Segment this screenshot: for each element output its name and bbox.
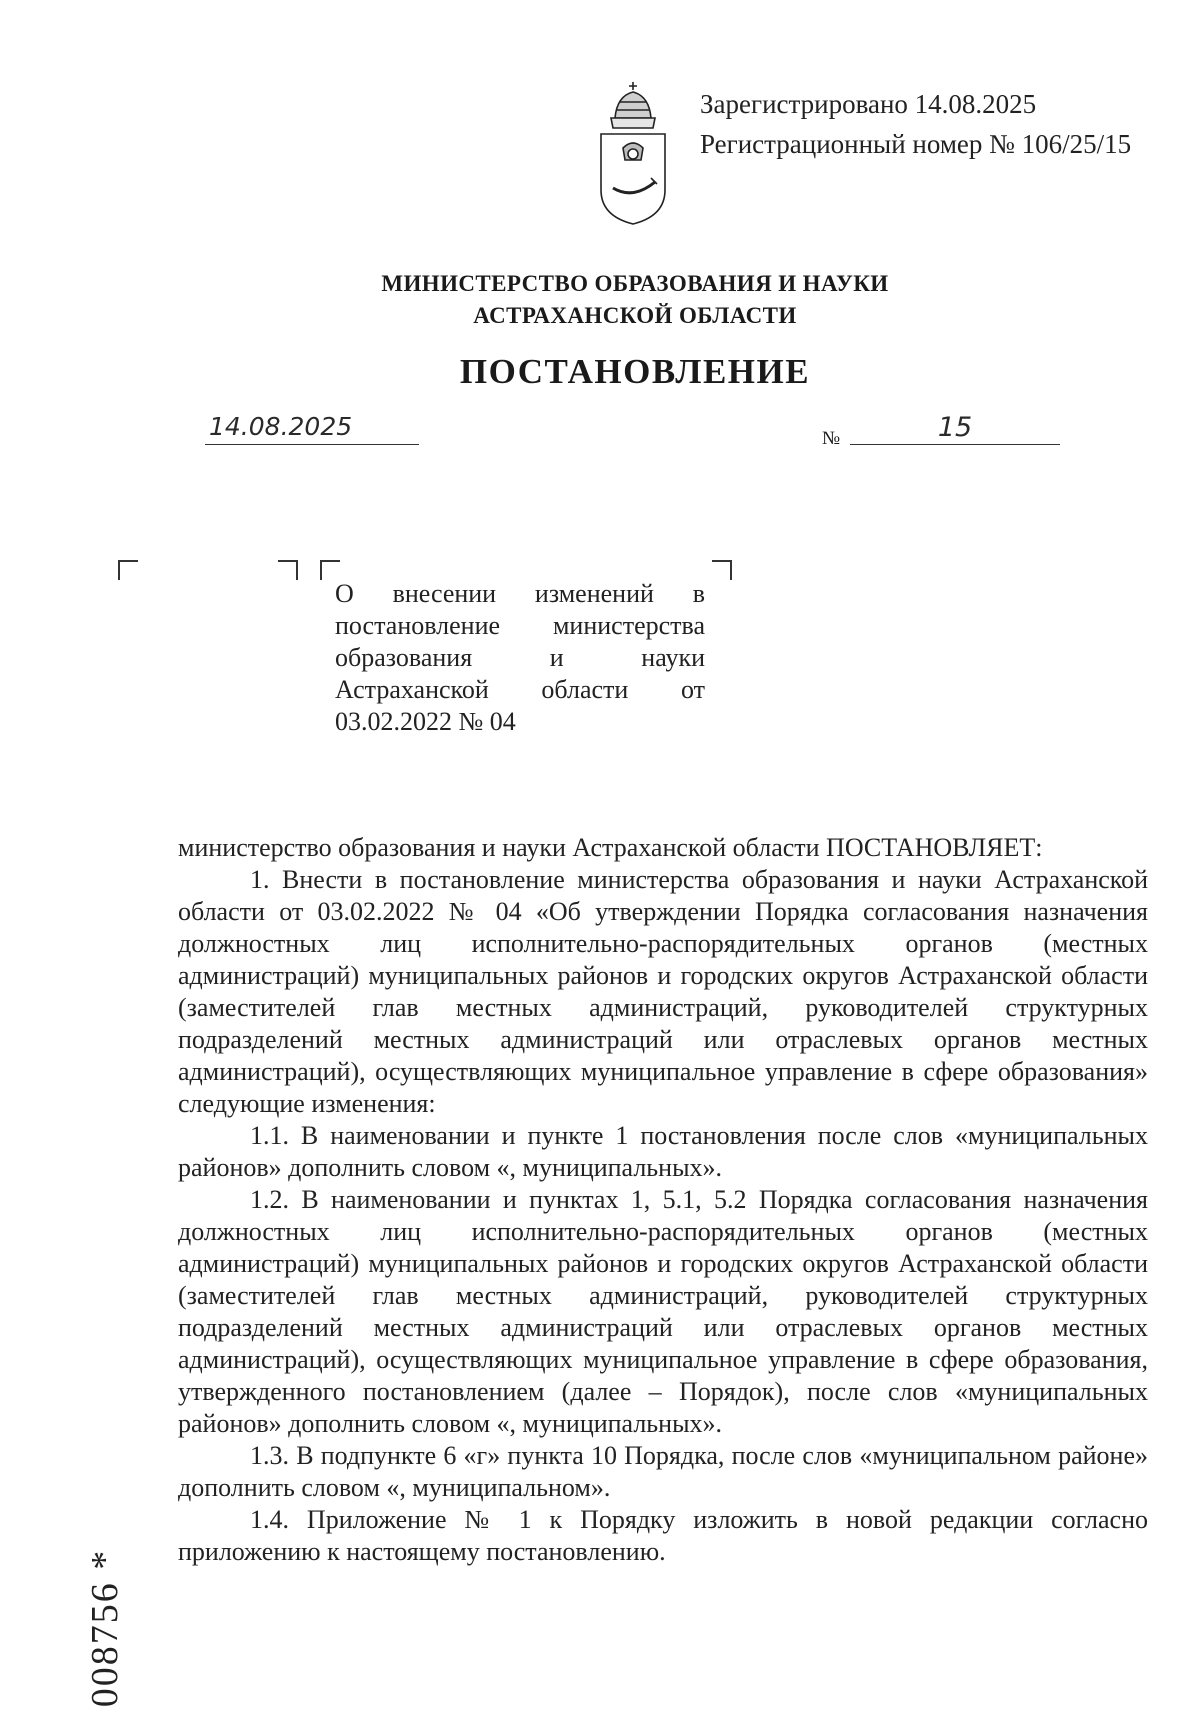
document-subject: О внесении изменений в постановление министерства образования и науки Астраханской области от 03.02.2022 № 04 <box>335 579 705 736</box>
clause-1: 1. Внести в постановление министерства образования и науки Астраханской области от 03.02.2022 № 04 «Об утверждении Порядка согласования назначения должностных лиц исполнительно-распорядительных органов (местных администраций) муниципальных районов и городских округов Астраханской области (заместителей глав местных администраций, руководителей структурных подразделений местных администраций или отраслевых органов местных администраций), осуществляющих муниципальное управление в сфере образования» следующие изменения: <box>178 865 1148 1118</box>
preamble-paragraph: министерство образования и науки Астраханской области ПОСТАНОВЛЯЕТ: <box>178 833 1043 862</box>
ministry-line-1: МИНИСТЕРСТВО ОБРАЗОВАНИЯ И НАУКИ <box>381 271 889 296</box>
document-number: 15 <box>850 412 1060 445</box>
clause-1-1: 1.1. В наименовании и пункте 1 постановления после слов «муниципальных районов» дополнить словом «, муниципальных». <box>178 1121 1148 1182</box>
document-type-title: ПОСТАНОВЛЕНИЕ <box>459 352 811 391</box>
clause-1-2: 1.2. В наименовании и пунктах 1, 5.1, 5.2 Порядка согласования назначения должностных лиц исполнительно-распорядительных органов (местных администраций) муниципальных районов и городских округов Астраханской области (заместителей глав местных администраций, руководителей структурных подразделений местных администраций или отраслевых органов местных администраций), осуществляющих муниципальное управление в сфере образования, утвержденного постановлением (далее – Порядок), после слов «муниципальных районов» дополнить словом «, муниципальных». <box>178 1185 1148 1438</box>
ministry-name <box>0 268 1200 332</box>
registration-number: Регистрационный номер № 106/25/15 <box>700 129 1132 159</box>
ministry-line-2: АСТРАХАНСКОЙ ОБЛАСТИ <box>473 303 797 328</box>
coat-of-arms-icon <box>595 78 671 228</box>
registration-date: Зарегистрировано 14.08.2025 <box>700 89 1037 119</box>
corner-bracket-left-2 <box>320 560 340 580</box>
document-body <box>178 832 1148 1568</box>
serial-stamp <box>80 1528 130 1728</box>
clause-1-4: 1.4. Приложение № 1 к Порядку изложить в новой редакции согласно приложению к настоящему постановлению. <box>178 1505 1148 1566</box>
number-label: № <box>822 428 841 449</box>
document-date: 14.08.2025 <box>205 412 419 445</box>
serial-number: 008756 * <box>84 1548 126 1708</box>
corner-bracket-right-2 <box>712 560 732 580</box>
corner-bracket-left-1 <box>118 560 138 580</box>
corner-bracket-right-1 <box>278 560 298 580</box>
clause-1-3: 1.3. В подпункте 6 «г» пункта 10 Порядка, после слов «муниципальном районе» дополнить словом «, муниципальном». <box>178 1441 1148 1502</box>
registration-stamp <box>700 84 1131 164</box>
